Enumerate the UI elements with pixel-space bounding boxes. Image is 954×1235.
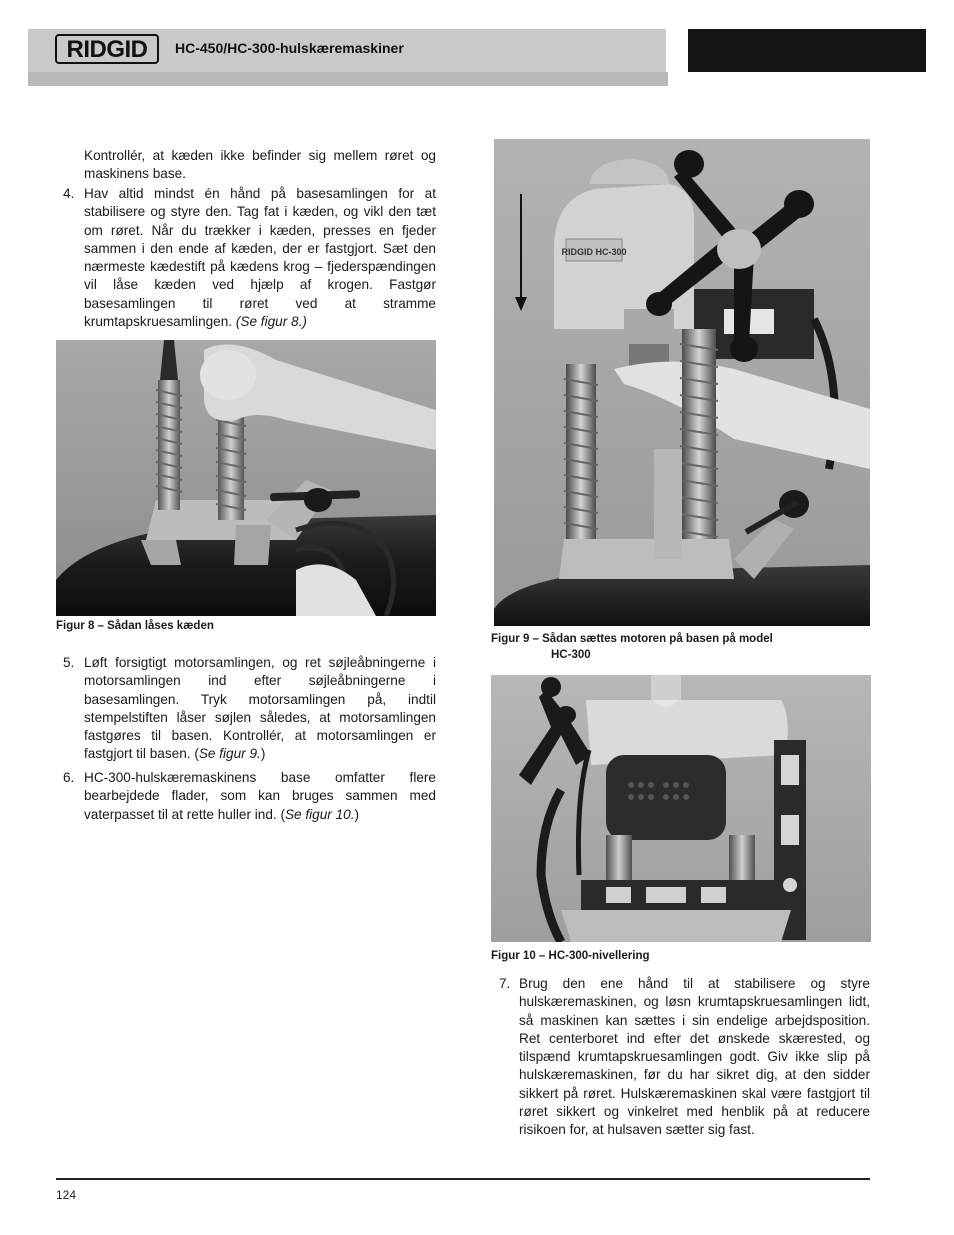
figure-10-caption: Figur 10 – HC-300-nivellering xyxy=(491,950,650,962)
ridgid-logo xyxy=(55,34,159,64)
footer-rule xyxy=(56,1178,870,1180)
ridgid-logo-graphic xyxy=(55,34,159,64)
figure-9-photo xyxy=(494,139,870,626)
step-5-ref: Se figur 9. xyxy=(198,746,261,762)
step-5-number: 5. xyxy=(63,655,75,670)
step-6-ref: Se figur 10. xyxy=(284,806,355,822)
figure-9-motor-label: RIDGID HC-300 xyxy=(561,247,627,257)
header-black-tab xyxy=(688,29,926,72)
step-5-close: ) xyxy=(260,746,266,762)
figure-9-caption-line-1: Figur 9 – Sådan sættes motoren på basen på model xyxy=(491,633,773,645)
step-6-number: 6. xyxy=(63,770,75,785)
step-5-body: Løft forsigtigt motorsamlingen, og ret søjleåbningerne i motorsamlingen ind efter søjleåbningerne i basesamlingen. Tryk motorsamlingen på, indtil stempelstiften låser søjlen således, at motorsamlingen fastgøres til basen. Kontrollér, at motorsamlingen er fastgjort til basen. ( xyxy=(84,655,436,762)
intro-paragraph: Kontrollér, at kæden ikke befinder sig mellem røret og maskinens base. xyxy=(84,148,436,182)
step-7-text: Brug den ene hånd til at stabilisere og styre hulskæremaskinen, og løsn krumtapskruesamlingen lidt, så maskinen kan sættes i sin endelige arbejdsposition. Ret centerboret ind efter det ønskede skærested, og tilspænd krumtapskruesamlingen godt. Giv ikke slip på hulskæremaskinen, før du har sikret dig, at den sidder sikkert på røret. Hulskæremaskinen skal være fastgjort til røret sikkert og vinkelret med henblik på at reducere risikoen for, at hulsaven sætter sig fast. xyxy=(519,976,870,1138)
header-underline xyxy=(28,72,668,86)
page-number: 124 xyxy=(56,1188,77,1202)
step-7-number: 7. xyxy=(499,976,511,991)
step-6-close: ) xyxy=(354,806,360,822)
step-6-text xyxy=(84,769,436,824)
step-4-body: Hav altid mindst én hånd på basesamlingen for at stabilisere og styre den. Tag fat i kæden, og vikl den tæt om røret. Når du trækker i kæden, presses en fjeder sammen i den ende af kæden, der er fastgjort. Sæt den nærmeste kædestift på kædens krog – fjederspændingen vil låse kæden ved hjælp af krogen. Fastgør basesamlingen til røret ved at stramme krumtapskruesamlingen. xyxy=(84,186,436,330)
figure-8-photo xyxy=(56,340,436,616)
figure-9-caption-line-2: HC-300 xyxy=(551,649,591,661)
step-4-text xyxy=(84,185,436,331)
figure-8-caption: Figur 8 – Sådan låses kæden xyxy=(56,620,214,632)
logo-text: RIDGID xyxy=(66,36,148,63)
page-title: HC-450/HC-300-hulskæremaskiner xyxy=(175,40,404,56)
figure-10-photo xyxy=(491,675,871,942)
step-4-number: 4. xyxy=(63,186,75,201)
step-5-text xyxy=(84,654,436,764)
step-6-body: HC-300-hulskæremaskinens base omfatter flere bearbejdede flader, som kan bruges sammen med vaterpasset til at rette huller ind. ( xyxy=(84,770,436,822)
step-4-ref: (Se figur 8.) xyxy=(235,314,307,330)
